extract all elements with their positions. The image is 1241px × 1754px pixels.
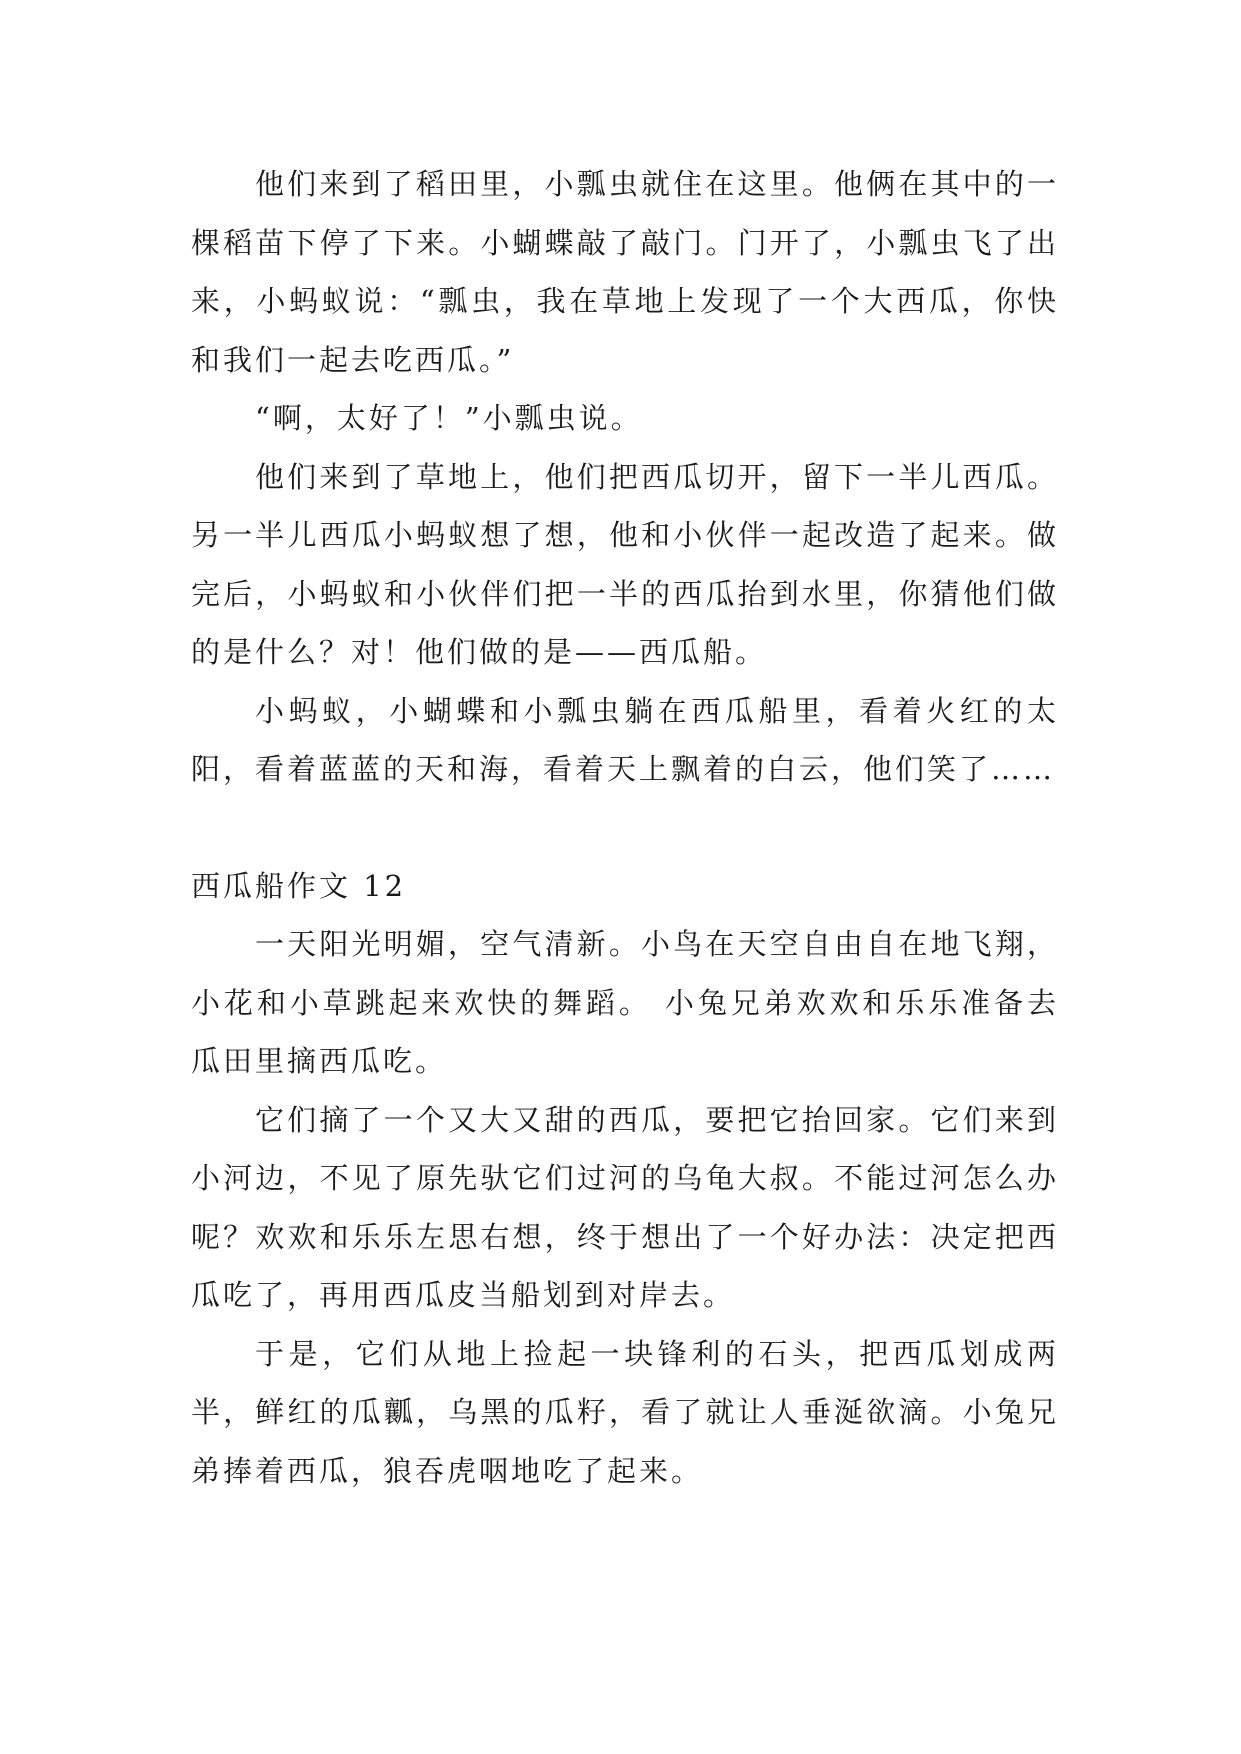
- paragraph: “啊，太好了！”小瓢虫说。: [255, 401, 643, 435]
- paragraph: 它们摘了一个又大又甜的西瓜，要把它抬回家。它们来到小河边，不见了原先驮它们过河的乌龟大叔。不能过河怎么办呢？欢欢和乐乐左思右想，终于想出了一个好办法：决定把西瓜吃了，再用西瓜皮当船划到对岸去。: [191, 1102, 1059, 1312]
- paragraph: 小蚂蚁，小蝴蝶和小瓢虫躺在西瓜船里，看着火红的太阳，看着蓝蓝的天和海，看着天上飘着的白云，他们笑了……: [191, 693, 1059, 786]
- paragraph: 于是，它们从地上捡起一块锋利的石头，把西瓜划成两半，鲜红的瓜瓤，乌黑的瓜籽，看了就让人垂涎欲滴。小兔兄弟捧着西瓜，狼吞虎咽地吃了起来。: [191, 1336, 1059, 1488]
- paragraph: 他们来到了稻田里，小瓢虫就住在这里。他俩在其中的一棵稻苗下停了下来。小蝴蝶敲了敲门。门开了，小瓢虫飞了出来，小蚂蚁说：“瓢虫，我在草地上发现了一个大西瓜，你快和我们一起去吃西瓜。”: [191, 167, 1059, 377]
- paragraph: 他们来到了草地上，他们把西瓜切开，留下一半儿西瓜。另一半儿西瓜小蚂蚁想了想，他和小伙伴一起改造了起来。做完后，小蚂蚁和小伙伴们把一半的西瓜抬到水里，你猜他们做的是什么？对！他们做的是——西瓜船。: [191, 459, 1059, 669]
- paragraph: 一天阳光明媚，空气清新。小鸟在天空自由自在地飞翔，小花和小草跳起来欢快的舞蹈。 小兔兄弟欢欢和乐乐准备去瓜田里摘西瓜吃。: [191, 927, 1059, 1078]
- section-title: 西瓜船作文 12: [191, 868, 407, 903]
- document-body: [191, 155, 1059, 1500]
